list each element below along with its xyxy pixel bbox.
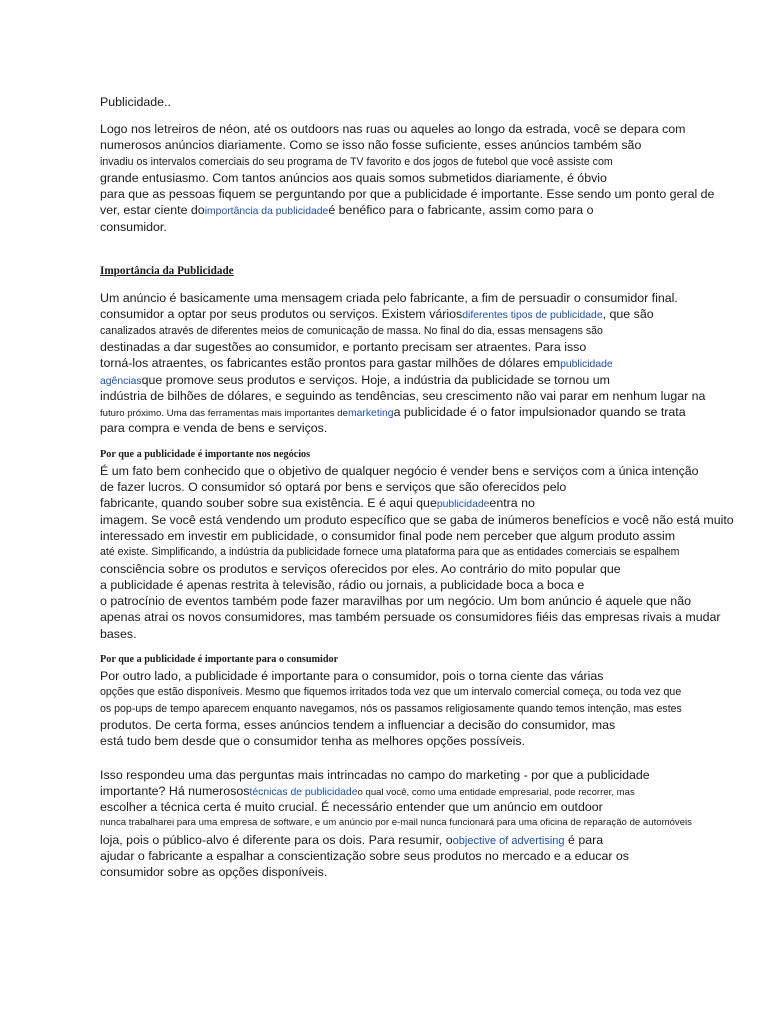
text-run: opções que estão disponíveis. Mesmo que fiquemos irritados toda vez que um intervalo comercial começa, ou toda vez que — [100, 686, 682, 699]
text-run: indústria de bilhões de dólares, e seguindo as tendências, seu crescimento não vai parar em nenhum lugar na — [100, 388, 706, 403]
inline-link[interactable]: publicidade — [560, 359, 613, 371]
text-run: é para — [564, 832, 604, 847]
text-run: destinadas a dar sugestões ao consumidor, e portanto precisam ser atraentes. Para isso — [100, 339, 587, 354]
text-line — [100, 495, 740, 511]
text-run: loja, pois o público-alvo é diferente para os dois. Para resumir, o — [100, 832, 453, 847]
text-line — [100, 404, 740, 420]
text-run: ajudar o fabricante a espalhar a conscientização sobre seus produtos no mercado e a educar os — [100, 848, 629, 863]
text-run: futuro próximo. Uma das ferramentas mais importantes de — [100, 408, 348, 420]
heading-negocios: Por que a publicidade é importante nos negócios — [100, 448, 311, 460]
text-line — [100, 512, 740, 528]
text-line — [100, 339, 740, 355]
text-run: consumidor a optar por seus produtos ou serviços. Existem vários — [100, 307, 463, 322]
text-run: canalizados através de diferentes meios de comunicação de massa. No final do dia, essas mensagens são — [100, 324, 603, 337]
inline-link[interactable]: marketing — [347, 408, 394, 420]
text-line — [100, 783, 740, 799]
text-run: de fazer lucros. O consumidor só optará por bens e serviços que são oferecidos pelo — [100, 480, 567, 495]
document-page — [100, 94, 740, 881]
text-run: entra no — [489, 496, 535, 511]
text-run: Um anúncio é basicamente uma mensagem criada pelo fabricante, a fim de persuadir o consumidor final. — [100, 291, 678, 306]
text-line — [100, 388, 740, 404]
inline-link[interactable]: técnicas de publicidade — [249, 786, 358, 798]
text-run: ver, estar ciente do — [100, 203, 205, 218]
document-title: Publicidade.. — [100, 95, 171, 109]
inline-link[interactable]: objective of advertising — [452, 834, 565, 847]
text-line — [100, 544, 740, 560]
text-line — [100, 463, 740, 479]
text-run: imagem. Se você está vendendo um produto específico que se gaba de inúmeros benefícios e você não está muito — [100, 512, 734, 527]
text-run: importante? Há numerosos — [100, 783, 250, 798]
text-line — [100, 561, 740, 577]
text-line — [100, 864, 740, 880]
text-line — [100, 577, 740, 593]
text-run: está tudo bem desde que o consumidor tenha as melhores opções possíveis. — [100, 734, 525, 749]
paragraph-consumidor — [100, 668, 740, 749]
text-line — [100, 323, 740, 339]
text-line — [100, 202, 740, 218]
paragraph-gap — [100, 235, 740, 252]
text-line — [100, 186, 740, 202]
text-line — [100, 701, 740, 717]
text-line — [100, 121, 740, 137]
text-line — [100, 668, 740, 684]
text-run: que promove seus produtos e serviços. Hoje, a indústria da publicidade se tornou um — [141, 372, 610, 387]
text-run: os pop-ups de tempo aparecem enquanto navegamos, nós os passamos religiosamente quando temos intenção, mas estes — [100, 702, 682, 715]
text-line — [100, 154, 740, 170]
text-run: bases. — [100, 626, 137, 641]
text-line — [100, 372, 740, 388]
text-run: produtos. De certa forma, esses anúncios tendem a influenciar a decisão do consumidor, mas — [100, 717, 616, 732]
text-line — [100, 832, 740, 848]
text-line — [100, 479, 740, 495]
text-line — [100, 593, 740, 609]
text-run: torná-los atraentes, os fabricantes estão prontos para gastar milhões de dólares em — [100, 356, 561, 371]
text-run: escolher a técnica certa é muito crucial. É necessário entender que um anúncio em outdoor — [100, 800, 603, 815]
inline-link[interactable]: diferentes tipos de publicidade — [462, 310, 603, 322]
inline-link[interactable]: importância da publicidade — [204, 206, 329, 218]
text-run: para que as pessoas fiquem se perguntando por que a publicidade é importante. Esse sendo um ponto geral de — [100, 187, 715, 202]
text-line — [100, 848, 740, 864]
text-run: Por outro lado, a publicidade é importante para o consumidor, pois o torna ciente das várias — [100, 669, 604, 684]
paragraph-conclusao — [100, 767, 740, 881]
text-line — [100, 528, 740, 544]
text-line — [100, 767, 740, 783]
paragraph-importancia — [100, 290, 740, 437]
text-run: para compra e venda de bens e serviços. — [100, 421, 328, 436]
text-run: Isso respondeu uma das perguntas mais intrincadas no campo do marketing - por que a publicidade — [100, 767, 650, 782]
text-run: interessado em investir em publicidade, o consumidor final pode nem perceber que algum produto assim — [100, 528, 676, 543]
text-run: É um fato bem conhecido que o objetivo de qualquer negócio é vender bens e serviços com a única intenção — [100, 463, 699, 478]
text-line — [100, 170, 740, 186]
text-run: é benéfico para o fabricante, assim como para o — [328, 203, 594, 218]
text-line — [100, 626, 740, 642]
text-run: a publicidade é apenas restrita à televisão, rádio ou jornais, a publicidade boca a boca e — [100, 577, 585, 592]
text-run: , que são — [602, 307, 654, 322]
inline-link[interactable]: publicidade — [436, 499, 490, 511]
text-run: consumidor sobre as opções disponíveis. — [100, 865, 328, 880]
text-run: consciência sobre os produtos e serviços oferecidos por eles. Ao contrário do mito popular que — [100, 561, 621, 576]
text-line — [100, 420, 740, 436]
text-line — [100, 815, 740, 831]
text-line — [100, 684, 740, 700]
text-run: até existe. Simplificando, a indústria da publicidade fornece uma plataforma para que as entidades comerciais se espalhem — [100, 546, 680, 559]
text-run: invadiu os intervalos comerciais do seu programa de TV favorito e dos jogos de futebol que você assiste com — [100, 155, 613, 168]
text-run: apenas atrai os novos consumidores, mas também persuade os consumidores fiéis das empresas rivais a mudar — [100, 610, 721, 625]
text-run: o qual você, como uma entidade empresarial, pode recorrer, mas — [357, 786, 635, 798]
heading-consumidor: Por que a publicidade é importante para o consumidor — [100, 654, 339, 666]
text-line — [100, 290, 740, 306]
inline-link[interactable]: agências — [100, 375, 142, 387]
text-line — [100, 219, 740, 235]
text-line — [100, 733, 740, 749]
heading-importancia: Importância da Publicidade — [100, 265, 234, 278]
text-line — [100, 137, 740, 153]
text-line — [100, 799, 740, 815]
text-run: fabricante, quando souber sobre sua existência. E é aqui que — [100, 496, 437, 511]
text-line — [100, 306, 740, 322]
text-run: grande entusiasmo. Com tantos anúncios aos quais somos submetidos diariamente, é óbvio — [100, 170, 607, 185]
text-run: nunca trabalharei para uma empresa de software, e um anúncio por e-mail nunca funcionará para uma oficina de reparação de automóveis — [100, 817, 692, 829]
text-run: o patrocínio de eventos também pode fazer maravilhas por um negócio. Um bom anúncio é aquele que não — [100, 594, 691, 609]
text-line — [100, 717, 740, 733]
paragraph-intro — [100, 121, 740, 235]
paragraph-gap — [100, 750, 740, 767]
text-run: consumidor. — [100, 219, 167, 234]
text-line — [100, 609, 740, 625]
text-line — [100, 355, 740, 371]
paragraph-negocios — [100, 463, 740, 642]
text-run: a publicidade é o fator impulsionador quando se trata — [393, 405, 686, 420]
text-run: Logo nos letreiros de néon, até os outdoors nas ruas ou aqueles ao longo da estrada, você se depara com — [100, 122, 686, 136]
text-run: numerosos anúncios diariamente. Como se isso não fosse suficiente, esses anúncios também são — [100, 138, 642, 153]
